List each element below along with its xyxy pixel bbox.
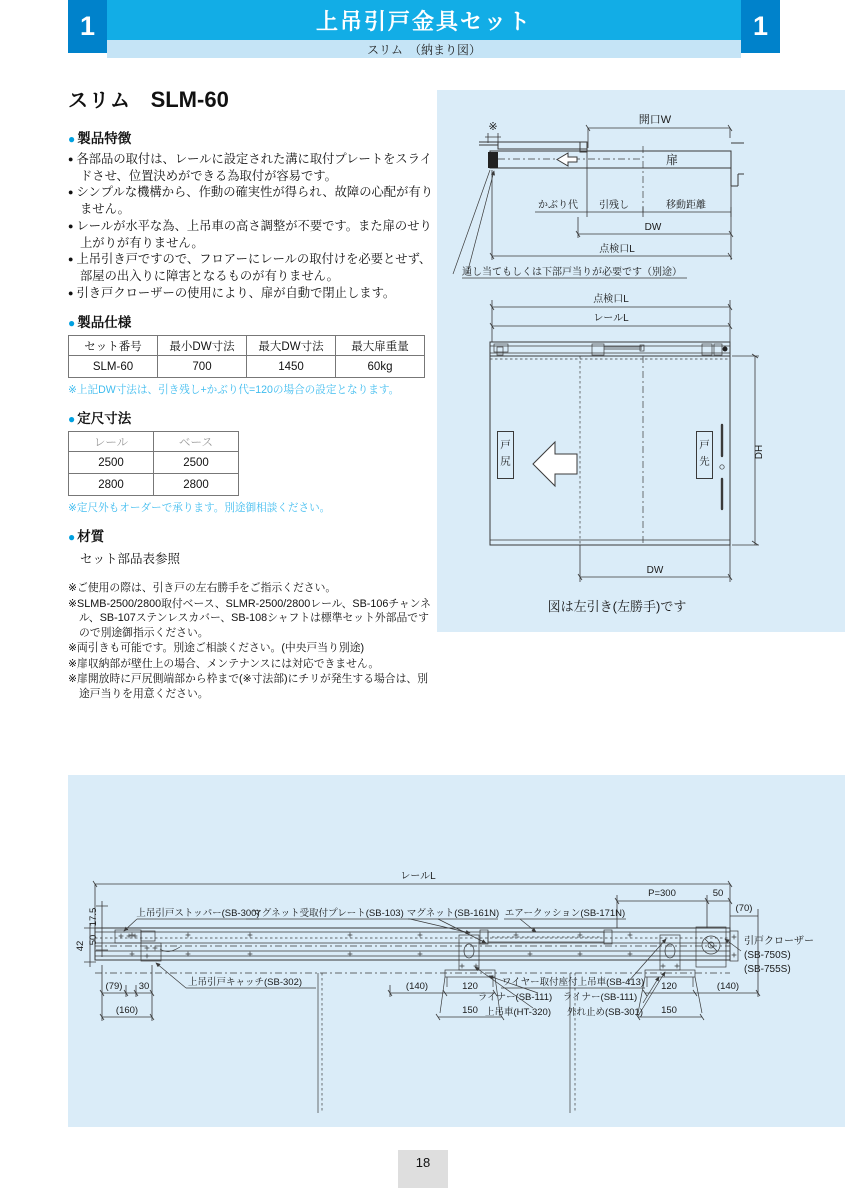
table-row [69,356,425,378]
dim-79: (79) [105,981,123,992]
spec-col-header: 最小DW寸法 [158,336,247,356]
label-magnet: マグネット(SB-161N) [406,908,500,919]
dim-160: (160) [115,1005,139,1016]
label-catch: 上吊引戸キャッチ(SB-302) [188,977,303,988]
label-magnet-plate: マグネット受取付プレート(SB-103) [252,908,404,919]
elevation-view [490,292,765,614]
standard-size-table [68,431,239,496]
plan-asterisk-label: ※ [488,121,498,133]
remark-item: ※扉開放時に戸尻側端部から枠まで(※寸法部)にチリが発生する場合は、別途戸当りを用意ください。 [68,673,428,700]
spec-col-header: セット番号 [69,336,158,356]
section-features-heading: ● 製品特徴 [68,127,434,147]
spec-cell: 60kg [336,356,425,378]
size-col-header: ベース [154,432,239,452]
sec-70-label: (70) [735,903,753,914]
feature-item: ● 各部品の取付は、レールに設定された溝に取付プレートをスライドさせ、位置決めができる為取付が容易です。 [68,151,434,184]
page-number: 18 [398,1150,448,1188]
elev-rail-length-label: レールL [593,313,629,324]
plan-door-label: 扉 [665,153,679,167]
remark-item: ※SLMB-2500/2800取付ベース、SLMR-2500/2800レール、SB-106チャンネル、SB-107ステンレスカバー、SB-108シャフトは標準セット外部品ですので別途御指示ください。 [68,597,431,639]
spec-cell: SLM-60 [69,356,158,378]
product-heading [68,84,434,113]
page-title: 上吊引戸金具セット [315,8,532,34]
dim-30: 30 [138,981,150,992]
size-cell: 2500 [69,452,154,474]
label-stopper: 上吊引戸ストッパー(SB-300) [136,908,260,919]
sec-17-5-label: 17.5 [88,907,99,927]
feature-item: ● 引き戸クローザーの使用により、扉が自動で閉止します。 [68,285,434,302]
sec-rail-length-label: レールL [400,871,436,882]
door-tail-label: 戸尻 [497,431,514,479]
plan-inspection-label: 点検口L [599,244,635,255]
section-material-heading: ● 材質 [68,525,434,545]
dim-140-left: (140) [405,981,429,992]
plan-note: 通し当てもしくは下部戸当りが必要です（別途） [462,267,682,278]
spec-col-header: 最大扉重量 [336,336,425,356]
plan-opening-width-label: 開口W [638,114,672,126]
rail-section-panel [68,775,845,1127]
installation-diagram-panel [437,90,845,632]
feature-item: ● シンプルな機構から、作動の確実性が得られ、故障の心配が有りません。 [68,184,434,217]
size-cell: 2800 [69,474,154,496]
hanger-hardware [445,927,738,977]
table-row [69,452,239,474]
header-bar [107,0,741,40]
chapter-index-right: 1 [741,0,780,53]
label-hanger: 上吊車(HT-320) [485,1007,551,1018]
diagram-caption: 図は左引き(左勝手)です [547,599,687,614]
remark-item: ※扉収納部が壁仕上の場合、メンテナンスには対応できません。 [68,657,380,670]
rail-section-diagram [68,775,845,1127]
door-pull-handle [720,425,724,509]
plan-dw-label: DW [644,222,662,233]
label-closer: 引戸クローザー [744,936,814,947]
plan-view [453,113,744,278]
remark-item: ※ご使用の際は、引き戸の左右勝手をご指示ください。 [68,582,337,595]
dim-150-left: 150 [462,1005,478,1016]
size-col-header: レール [69,432,154,452]
dim-120-left: 120 [462,981,478,992]
feature-item: ● 上吊引き戸ですので、フロアーにレールの取付けを必要とせず、部屋の出入りに障害となるものが有りません。 [68,251,434,284]
label-liner-left: ライナー(SB-111) [477,992,553,1003]
dim-150-right: 150 [661,1005,677,1016]
remark-item: ※両引きも可能です。別途ご相談ください。(中央戸当り別途) [68,642,365,655]
plan-travel-label: 移動距離 [666,200,706,211]
section-sizes-heading: ● 定尺寸法 [68,407,434,427]
installation-diagram [437,90,845,632]
elev-dh-label: DH [754,444,765,460]
product-series: スリム [68,90,131,112]
spec-cell: 700 [158,356,247,378]
label-air-cushion: エアークッション(SB-171N) [504,908,626,919]
label-detach-stop: 外れ止め(SB-301) [566,1007,644,1018]
sec-42-label: 42 [75,940,86,952]
product-model: SLM-60 [150,87,229,112]
size-cell: 2800 [154,474,239,496]
chapter-index-left: 1 [68,0,107,53]
feature-list [68,151,434,301]
label-closer-model-1: (SB-750S) [744,950,791,961]
label-wire-hanger: ワイヤー取付座付上吊車(SB-413) [501,977,645,988]
door-lead-label: 戸先 [696,431,713,479]
plan-remaining-label: 引残し [599,200,629,211]
door-slide-arrow [533,442,577,486]
left-column [68,84,434,702]
sec-p300-label: P=300 [648,888,676,899]
section-specs-heading: ● 製品仕様 [68,311,434,331]
size-cell: 2500 [154,452,239,474]
rail-body [95,928,730,960]
table-row [69,474,239,496]
door-stop-block [488,152,498,168]
dim-120-right: 120 [661,981,677,992]
spec-cell: 1450 [247,356,336,378]
sec-50-label: 50 [712,888,724,899]
size-note: ※定尺外もオーダーで承ります。別途御相談ください。 [68,502,331,515]
sec-50v-label: 50 [88,934,99,946]
plan-overlap-label: かぶり代 [538,200,578,211]
material-body: セット部品表参照 [80,552,181,567]
spec-table [68,335,425,378]
elev-dw-label: DW [646,565,664,576]
header-subtitle: スリム （納まり図） [107,40,741,58]
spec-col-header: 最大DW寸法 [247,336,336,356]
remarks-list [68,581,434,701]
slide-direction-arrow [557,153,577,166]
feature-item: ● レールが水平な為、上吊車の高さ調整が不要です。また扉のせり上がりが有りません。 [68,218,434,251]
label-closer-model-2: (SB-755S) [744,964,791,975]
spec-note: ※上記DW寸法は、引き残し+かぶり代=120の場合の設定となります。 [68,384,400,397]
label-liner-right: ライナー(SB-111) [562,992,638,1003]
elev-inspection-label: 点検口L [593,294,629,305]
dim-140-right: (140) [716,981,740,992]
